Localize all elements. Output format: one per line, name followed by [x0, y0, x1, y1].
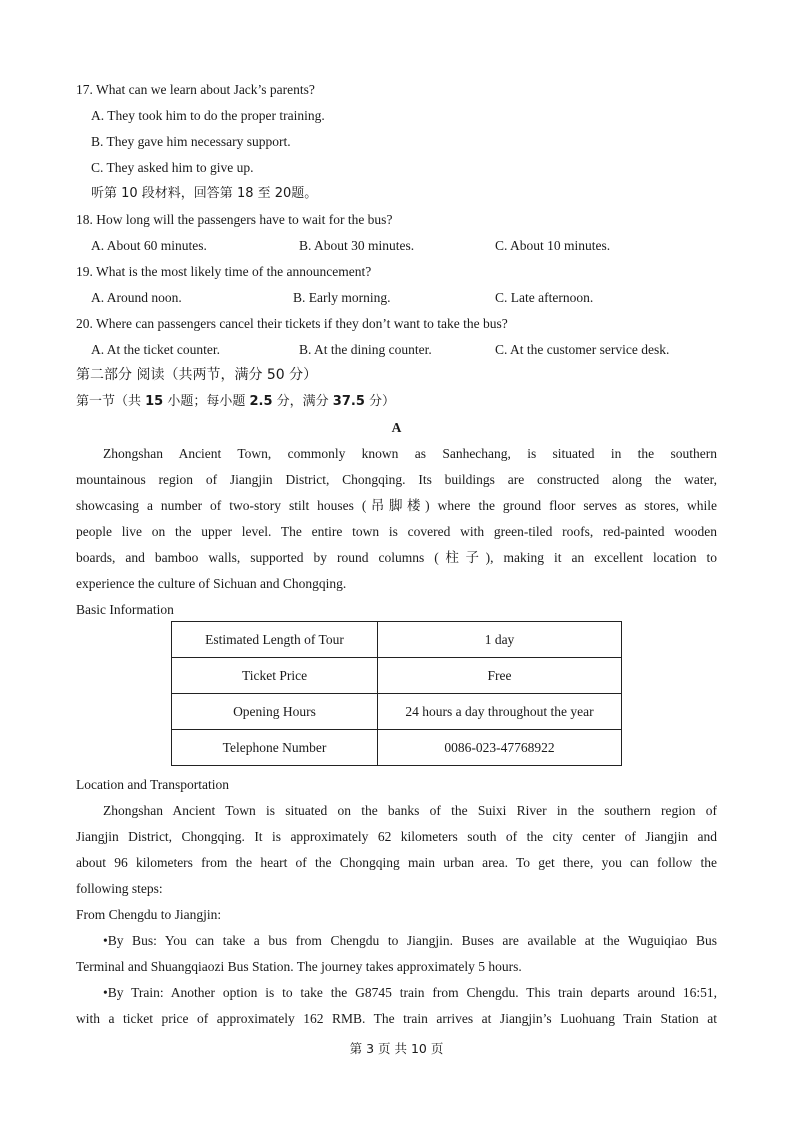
question-19-option-c: C. Late afternoon.: [495, 290, 594, 305]
section-one-heading: 第一节（共 15 小题；每小题 2.5 分，满分 37.5 分）: [76, 394, 396, 409]
train-line-1: •By Train: Another option is to take the G8745 train from Chengdu. This train departs around 16:51,: [103, 985, 717, 1000]
question-20-option-c: C. At the customer service desk.: [495, 342, 670, 357]
bus-line-1: •By Bus: You can take a bus from Chengdu to Jiangjin. Buses are available at the Wuguiqiao Bus: [103, 933, 717, 948]
intro-line-1: Zhongshan Ancient Town, commonly known as Sanhechang, is situated in the southern: [103, 446, 717, 461]
table-row: [172, 730, 622, 766]
location-line-2: Jiangjin District, Chongqing. It is approximately 62 kilometers south of the city center of Jiangjin and: [76, 829, 717, 844]
table-row: [172, 694, 622, 730]
table-row: [172, 658, 622, 694]
question-17-option-a: A. They took him to do the proper training.: [91, 108, 325, 123]
intro-line-5: boards, and bamboo walls, supported by round columns (柱子), making it an excellent location to: [76, 550, 717, 565]
location-line-4: following steps:: [76, 881, 163, 896]
location-line-3: about 96 kilometers from the heart of the Chongqing main urban area. To get there, you can follow the: [76, 855, 717, 870]
train-line-2: with a ticket price of approximately 162 RMB. The train arrives at Jiangjin’s Luohuang Train Station at: [76, 1011, 717, 1026]
question-20-option-a: A. At the ticket counter.: [91, 342, 220, 357]
question-17-option-b: B. They gave him necessary support.: [91, 134, 291, 149]
page-footer: 第 3 页 共 10 页: [349, 1041, 444, 1056]
question-18-stem: 18. How long will the passengers have to wait for the bus?: [76, 212, 393, 227]
question-17-option-c: C. They asked him to give up.: [91, 160, 254, 175]
table-row: [172, 622, 622, 658]
question-19-option-a: A. Around noon.: [91, 290, 182, 305]
basic-info-table: [171, 621, 622, 766]
table-label: Estimated Length of Tour: [172, 622, 378, 658]
table-value: 24 hours a day throughout the year: [378, 694, 622, 730]
bus-line-2: Terminal and Shuangqiaozi Bus Station. The journey takes approximately 5 hours.: [76, 959, 522, 974]
question-18-option-c: C. About 10 minutes.: [495, 238, 611, 253]
listening-instruction: 听第 10 段材料，回答第 18 至 20题。: [91, 186, 318, 201]
question-20-stem: 20. Where can passengers cancel their tickets if they don’t want to take the bus?: [76, 316, 508, 331]
passage-label: A: [391, 420, 402, 435]
table-label: Opening Hours: [172, 694, 378, 730]
question-18-option-b: B. About 30 minutes.: [299, 238, 415, 253]
table-value: 1 day: [378, 622, 622, 658]
question-19-stem: 19. What is the most likely time of the announcement?: [76, 264, 372, 279]
location-heading: Location and Transportation: [76, 777, 229, 792]
table-value: Free: [378, 658, 622, 694]
basic-info-heading: Basic Information: [76, 602, 174, 617]
table-label: Ticket Price: [172, 658, 378, 694]
question-20-option-b: B. At the dining counter.: [299, 342, 432, 357]
intro-line-2: mountainous region of Jiangjin District, Chongqing. Its buildings are constructed along the water,: [76, 472, 717, 487]
intro-line-3: showcasing a number of two-story stilt houses (吊脚楼) where the ground floor serves as stores, while: [76, 498, 717, 513]
table-value: 0086-023-47768922: [378, 730, 622, 766]
question-19-option-b: B. Early morning.: [293, 290, 391, 305]
intro-line-6: experience the culture of Sichuan and Chongqing.: [76, 576, 347, 591]
from-chengdu-heading: From Chengdu to Jiangjin:: [76, 907, 222, 922]
question-18-option-a: A. About 60 minutes.: [91, 238, 207, 253]
intro-line-4: people live on the upper level. The entire town is covered with green-tiled roofs, red-painted wooden: [76, 524, 717, 539]
location-line-1: Zhongshan Ancient Town is situated on the banks of the Suixi River in the southern region of: [103, 803, 717, 818]
part-two-heading: 第二部分 阅读（共两节，满分 50 分）: [76, 367, 318, 383]
question-17-stem: 17. What can we learn about Jack’s parents?: [76, 82, 315, 97]
table-label: Telephone Number: [172, 730, 378, 766]
